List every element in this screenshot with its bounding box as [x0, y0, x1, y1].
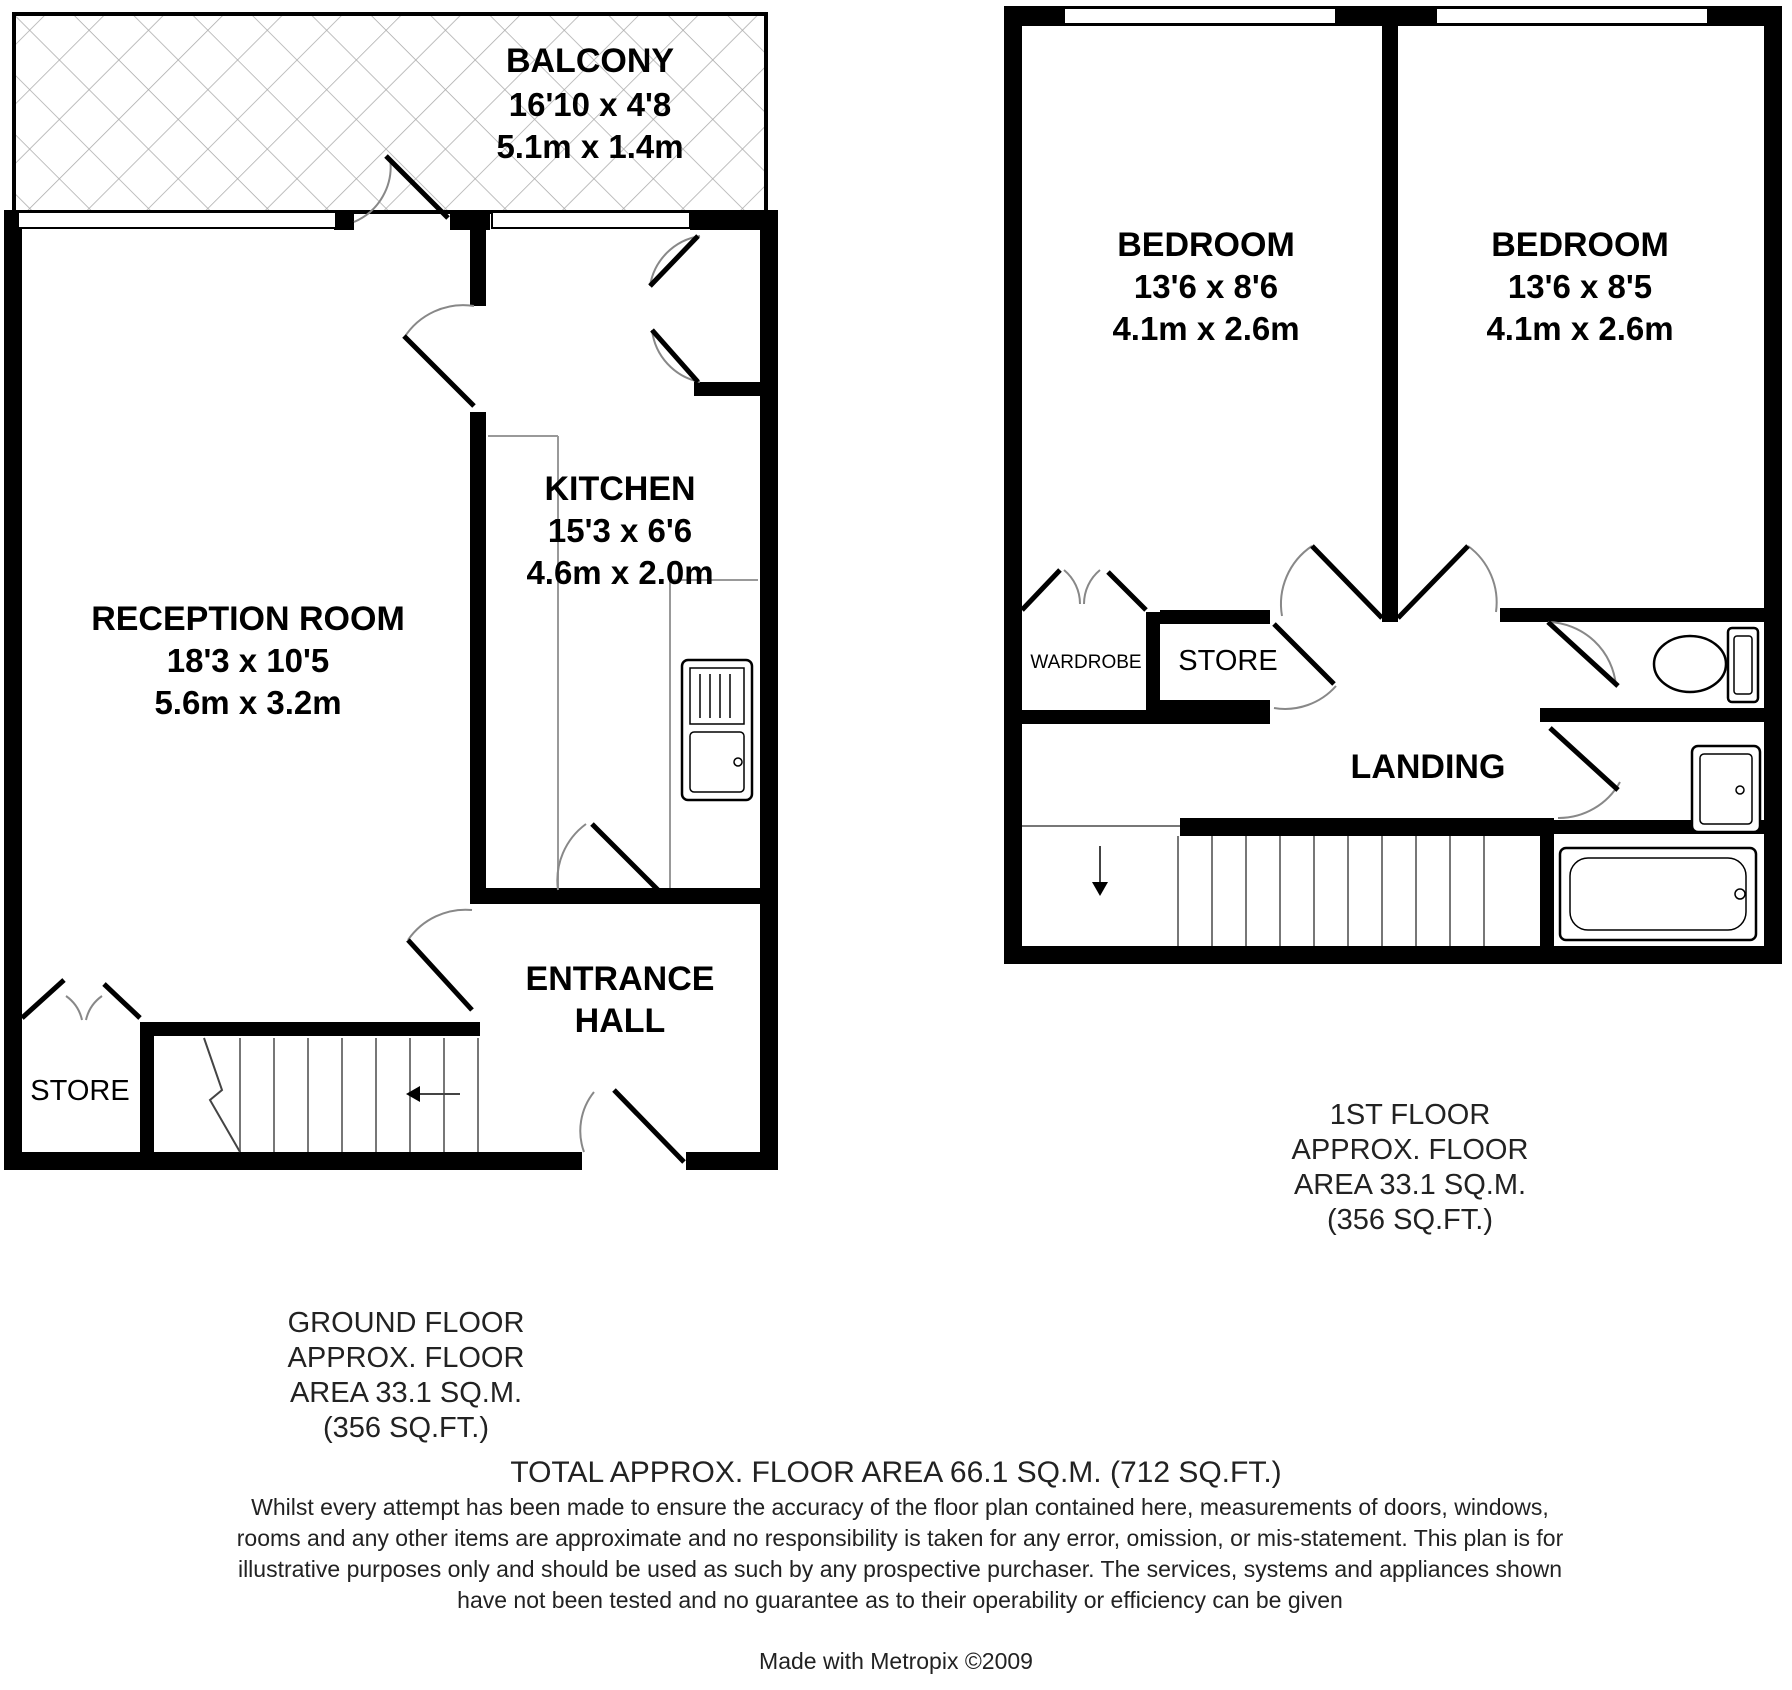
- basin: [1692, 746, 1760, 832]
- bedroom2-dim-imperial: 13'6 x 8'5: [1507, 268, 1653, 305]
- first-area-line3: AREA 33.1 SQ.M.: [1293, 1169, 1527, 1201]
- first-area-line2: APPROX. FLOOR: [1291, 1134, 1529, 1166]
- first-staircase: [1022, 826, 1484, 946]
- first-floor-area: [1250, 1098, 1570, 1238]
- metropix-credit: Made with Metropix ©2009: [759, 1648, 1033, 1674]
- first-walls: [1004, 6, 1782, 964]
- bedroom1-name: BEDROOM: [1117, 226, 1295, 264]
- total-area: TOTAL APPROX. FLOOR AREA 66.1 SQ.M. (712 SQ.FT.): [510, 1456, 1282, 1489]
- toilet: [1654, 628, 1758, 702]
- balcony-name: BALCONY: [505, 42, 675, 80]
- first-area-line1: 1ST FLOOR: [1329, 1099, 1491, 1131]
- kitchen-sink: [682, 660, 752, 800]
- wardrobe-label: WARDROBE: [1030, 652, 1142, 673]
- balcony-dim-metric: 5.1m x 1.4m: [496, 128, 684, 165]
- reception-dim-metric: 5.6m x 3.2m: [154, 684, 342, 721]
- disclaimer: Whilst every attempt has been made to ensure the accuracy of the floor plan contained here, measurements of doors, windows, rooms and any other items are approximate and no responsibility is taken for any error, omission, or mis-statement. This plan is for illustrative purposes only and should be used as such by any prospective purchaser. The services, systems and appliances shown have not been tested and no guarantee as to their operability or efficiency can be given: [236, 1494, 1564, 1613]
- ground-floor-plan: [4, 14, 778, 1170]
- ground-floor-area: [246, 1306, 566, 1446]
- first-store-label: STORE: [1178, 645, 1278, 677]
- ground-area-line4: (356 SQ.FT.): [323, 1412, 489, 1444]
- ground-area-line1: GROUND FLOOR: [287, 1307, 525, 1339]
- kitchen-dim-metric: 4.6m x 2.0m: [526, 554, 714, 591]
- ground-store-label: STORE: [30, 1075, 130, 1107]
- reception-dim-imperial: 18'3 x 10'5: [166, 642, 330, 679]
- balcony-dim-imperial: 16'10 x 4'8: [508, 86, 672, 123]
- ground-area-line3: AREA 33.1 SQ.M.: [289, 1377, 523, 1409]
- entrance-hall-line2: HALL: [574, 1002, 666, 1040]
- first-floor-plan: [1004, 6, 1782, 964]
- landing-label: LANDING: [1350, 748, 1506, 786]
- ground-staircase: [204, 1038, 478, 1152]
- entrance-hall-line1: ENTRANCE: [525, 960, 715, 998]
- bedroom2-dim-metric: 4.1m x 2.6m: [1486, 310, 1674, 347]
- kitchen-dim-imperial: 15'3 x 6'6: [547, 512, 693, 549]
- first-area-line4: (356 SQ.FT.): [1327, 1204, 1493, 1236]
- bedroom1-dim-metric: 4.1m x 2.6m: [1112, 310, 1300, 347]
- ground-area-line2: APPROX. FLOOR: [287, 1342, 525, 1374]
- bedroom1-dim-imperial: 13'6 x 8'6: [1133, 268, 1279, 305]
- bath: [1560, 848, 1756, 940]
- kitchen-name: KITCHEN: [544, 470, 696, 508]
- reception-name: RECEPTION ROOM: [91, 600, 405, 638]
- bedroom2-name: BEDROOM: [1491, 226, 1669, 264]
